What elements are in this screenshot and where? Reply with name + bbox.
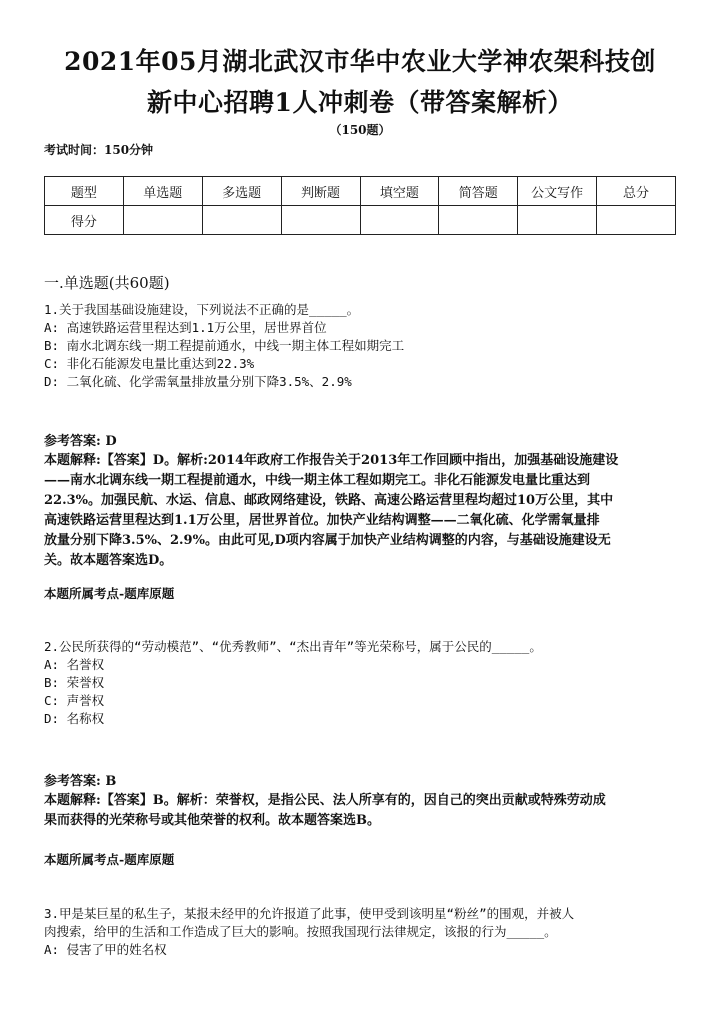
question-3: [44, 905, 684, 959]
document-title-line-1: 2021年05月湖北武汉市华中农业大学神农架科技创: [64, 47, 656, 76]
question-stem: 3.甲是某巨星的私生子，某报未经甲的允许报道了此事，使甲受到该明星“粉丝”的围观，并被人: [44, 906, 575, 921]
explanation-line: 果而获得的光荣称号或其他荣誉的权利。故本题答案选B。: [44, 813, 380, 828]
option-b: B: 南水北调东线一期工程提前通水，中线一期主体工程如期完工: [44, 338, 405, 353]
score-cell: [439, 206, 518, 235]
score-header-cell: 填空题: [360, 177, 439, 206]
explanation-1: [44, 451, 680, 571]
score-cell: [123, 206, 202, 235]
score-cell: [518, 206, 597, 235]
score-header-cell: 单选题: [123, 177, 202, 206]
score-header-cell: 题型: [45, 177, 124, 206]
question-stem: 2.公民所获得的“劳动模范”、“优秀教师”、“杰出青年”等光荣称号，属于公民的_____。: [44, 639, 542, 654]
explanation-line: 本题解释:【答案】D。解析:2014年政府工作报告关于2013年工作回顾中指出，加强基础设施建设: [44, 453, 619, 468]
option-c: C: 非化石能源发电量比重达到22.3%: [44, 356, 255, 371]
score-cell: [597, 206, 676, 235]
option-d: D: 名称权: [44, 711, 105, 726]
document-title-line-2: 新中心招聘1人冲刺卷（带答案解析）: [147, 88, 573, 117]
option-d: D: 二氧化硫、化学需氧量排放量分别下降3.5%、2.9%: [44, 374, 352, 389]
explanation-line: 22.3%。加强民航、水运、信息、邮政网络建设，铁路、高速公路运营里程均超过10万公里，其中: [44, 493, 614, 508]
section-title: 一.单选题(共60题): [44, 274, 170, 292]
question-2: [44, 638, 684, 728]
score-header-cell: 判断题: [281, 177, 360, 206]
question-1: [44, 301, 684, 391]
option-a: A: 高速铁路运营里程达到1.1万公里，居世界首位: [44, 320, 327, 335]
source-1: 本题所属考点-题库原题: [44, 586, 175, 601]
explanation-line: 本题解释:【答案】B。解析：荣誉权，是指公民、法人所享有的，因自己的突出贡献或特殊劳动成: [44, 793, 606, 808]
score-header-cell: 总分: [597, 177, 676, 206]
explanation-line: 高速铁路运营里程达到1.1万公里，居世界首位。加快产业结构调整——二氧化硫、化学需氧量排: [44, 513, 600, 528]
score-cell: [281, 206, 360, 235]
score-table-header-row: [45, 177, 676, 206]
score-header-cell: 公文写作: [518, 177, 597, 206]
score-table-score-row: [45, 206, 676, 235]
explanation-line: ——南水北调东线一期工程提前通水，中线一期主体工程如期完工。非化石能源发电量比重达到: [44, 473, 591, 488]
exam-time: 考试时间：150分钟: [44, 143, 154, 157]
score-cell: [360, 206, 439, 235]
option-b: B: 荣誉权: [44, 675, 105, 690]
explanation-line: 放量分别下降3.5%、2.9%。由此可见,D项内容属于加快产业结构调整的内容，与基础设施建设无: [44, 533, 611, 548]
score-table: [44, 176, 676, 235]
score-row-label: 得分: [45, 206, 124, 235]
explanation-line: 关。故本题答案选D。: [44, 553, 173, 568]
question-stem: 1.关于我国基础设施建设，下列说法不正确的是_____。: [44, 302, 360, 317]
answer-1: 参考答案: D: [44, 434, 117, 449]
answer-2: 参考答案: B: [44, 774, 117, 789]
source-2: 本题所属考点-题库原题: [44, 852, 175, 867]
question-stem: 肉搜索，给甲的生活和工作造成了巨大的影响。按照我国现行法律规定，该报的行为_____。: [44, 924, 557, 939]
option-a: A: 侵害了甲的姓名权: [44, 942, 167, 957]
score-cell: [202, 206, 281, 235]
score-header-cell: 简答题: [439, 177, 518, 206]
option-a: A: 名誉权: [44, 657, 105, 672]
question-count: （150题）: [329, 123, 391, 137]
explanation-2: [44, 791, 680, 831]
option-c: C: 声誉权: [44, 693, 105, 708]
score-header-cell: 多选题: [202, 177, 281, 206]
